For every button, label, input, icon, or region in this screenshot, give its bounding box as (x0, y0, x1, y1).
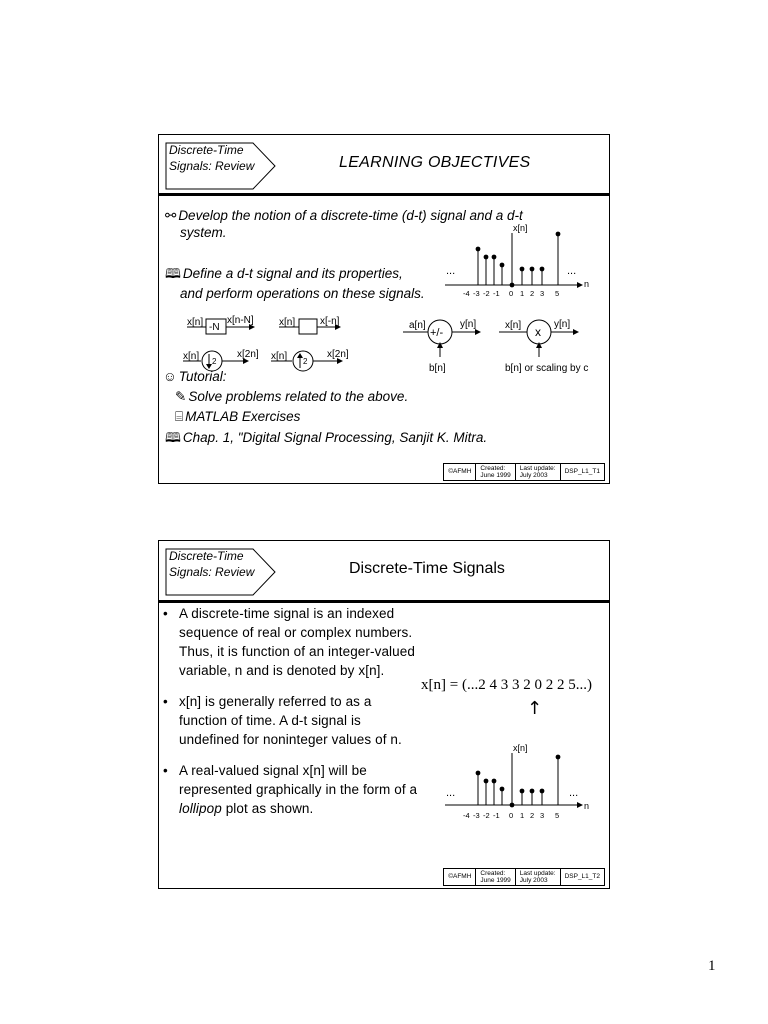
n-axis-arrow (577, 282, 583, 288)
stem-dot (510, 803, 515, 808)
slide-learning-objectives (158, 134, 610, 484)
tick-label: 1 (520, 289, 525, 298)
stem-dot (520, 789, 525, 794)
slide-header (159, 541, 609, 603)
tick-label: 0 (509, 811, 514, 820)
operations-diagram (179, 311, 599, 379)
stem-dot (500, 787, 505, 792)
downsample-output-label: x[2n] (237, 349, 259, 360)
footer-updated (515, 464, 560, 480)
lollipop-plot (437, 219, 597, 299)
multiplier-b-label: b[n] or scaling by c (505, 363, 589, 374)
plot-ylabel: x[n] (513, 223, 528, 233)
adder-input-label: a[n] (409, 320, 426, 331)
adder-output-label: y[n] (460, 319, 477, 330)
bullet-dot: • (163, 763, 168, 778)
adder-b-label: b[n] (429, 363, 446, 374)
bullet-text-start: A real-valued signal x[n] will be represented graphically in the form of a (179, 763, 418, 797)
upsample-output-label: x[2n] (327, 349, 349, 360)
tick-label: -2 (483, 289, 490, 298)
bullet-item (163, 604, 421, 680)
plot-ellipsis-left: ... (446, 787, 456, 799)
tick-label: -3 (473, 289, 480, 298)
objective-2-line2: and perform operations on these signals. (180, 286, 425, 301)
footer-updated (515, 869, 560, 885)
tick-label: 3 (540, 811, 545, 820)
plot-xlabel: n (584, 279, 590, 289)
stem-dot (492, 255, 497, 260)
footer-created-label: Created: (480, 870, 506, 877)
footer-copyright: ©AFMH (448, 873, 472, 880)
stem-dot (484, 255, 489, 260)
footer-update-label: Last update: (519, 870, 556, 877)
topic-tag-line2: Signals: Review (169, 159, 255, 173)
delay-output-label: x[n-N] (227, 315, 254, 326)
downsample-factor: 2 (212, 357, 217, 366)
tick-label: 2 (530, 289, 535, 298)
tick-label: 5 (555, 289, 560, 298)
lollipop-plot (437, 739, 597, 821)
tick-label: -1 (493, 289, 500, 298)
tutorial-label: Tutorial: (178, 369, 227, 384)
smiley-icon: ☺ (163, 369, 177, 384)
tick-labels (463, 289, 559, 298)
bullet-text (179, 761, 421, 818)
book-icon: 🕮 (165, 430, 181, 445)
objective-2-line1: Define a d-t signal and its properties, (182, 266, 403, 281)
stem-dot (530, 267, 535, 272)
delay-block-label: -N (209, 322, 220, 333)
topic-tag-line2: Signals: Review (169, 565, 255, 579)
bullet-text: x[n] is generally referred to as a function of time. A d-t signal is undefined for noninteger values of n. (179, 694, 402, 747)
slide-title: LEARNING OBJECTIVES (339, 154, 531, 171)
footer-update-date: July 2003 (519, 877, 548, 884)
topic-tag (169, 548, 254, 580)
slide-discrete-time-signals (158, 540, 610, 889)
goggles-icon: ⚯ (165, 208, 177, 223)
page-number: 1 (708, 958, 716, 974)
footer-created (475, 464, 514, 480)
footer-slide-id: DSP_L1_T2 (560, 869, 604, 885)
bullet-text: A discrete-time signal is an indexed sequence of real or complex numbers. Thus, it is function of an integer-valued variable, n and is denoted by x[n]. (179, 606, 415, 678)
tick-label: -3 (473, 811, 480, 820)
tutorial-item-2 (175, 408, 300, 426)
objective-1-line2: system. (180, 225, 227, 240)
objective-1-line1: Develop the notion of a discrete-time (d-t) signal and a d-t (178, 208, 523, 223)
bullet-dot: • (163, 606, 168, 621)
stem-dot (530, 789, 535, 794)
tick-label: -2 (483, 811, 490, 820)
reverse-output-label: x[-n] (320, 316, 340, 327)
stem-dot (540, 789, 545, 794)
bullet-text-end: plot as shown. (221, 801, 314, 816)
plot-ellipsis-right: ... (569, 787, 579, 799)
n-axis-arrow (577, 802, 583, 808)
footer-update-label: Last update: (519, 465, 556, 472)
delay-input-label: x[n] (187, 317, 204, 328)
stem-dot (540, 267, 545, 272)
footer-slide-id: DSP_L1_T1 (560, 464, 604, 480)
topic-tag (169, 142, 254, 174)
footer-created-date: June 1999 (480, 472, 511, 479)
slide-footer (443, 463, 605, 481)
stems (476, 232, 561, 288)
reference-text: Chap. 1, "Digital Signal Processing, Sanjit K. Mitra. (182, 430, 488, 445)
tick-label: 1 (520, 811, 525, 820)
upsample-input-label: x[n] (271, 351, 288, 362)
stem-dot (500, 263, 505, 268)
tick-label: 2 (530, 811, 535, 820)
bullet-list (163, 604, 421, 830)
objective-2 (165, 265, 403, 283)
slide-footer (443, 868, 605, 886)
stem-dot (492, 779, 497, 784)
reverse-block (299, 319, 317, 334)
book-icon: 🕮 (165, 266, 181, 281)
multiplier-symbol: x (535, 325, 541, 339)
up-arrow-icon: ↑ (527, 698, 543, 719)
tick-label: -4 (463, 289, 470, 298)
reverse-input-label: x[n] (279, 317, 296, 328)
tick-labels (463, 811, 559, 820)
downsample-input-label: x[n] (183, 351, 200, 362)
tick-label: -1 (493, 811, 500, 820)
tutorial-item-2-text: MATLAB Exercises (185, 409, 301, 424)
tick-label: 3 (540, 289, 545, 298)
bullet-dot: • (163, 694, 168, 709)
tutorial-item-1-text: Solve problems related to the above. (188, 389, 409, 404)
plot-ylabel: x[n] (513, 743, 528, 753)
bullet-text-italic: lollipop (179, 801, 222, 816)
stem-dot (476, 771, 481, 776)
footer-created-label: Created: (480, 465, 506, 472)
tick-label: 5 (555, 811, 560, 820)
computer-icon: ⌸ (175, 409, 184, 424)
pencil-icon: ✎ (175, 389, 187, 404)
tick-label: 0 (509, 289, 514, 298)
plot-xlabel: n (584, 801, 590, 811)
footer-update-date: July 2003 (519, 472, 548, 479)
footer-copyright: ©AFMH (448, 468, 472, 475)
reference (165, 429, 487, 447)
topic-tag-line1: Discrete-Time (169, 143, 244, 157)
adder-symbol: +/- (430, 327, 444, 339)
footer-created (475, 869, 514, 885)
topic-tag-line1: Discrete-Time (169, 549, 244, 563)
stem-dot (556, 755, 561, 760)
multiplier-input-label: x[n] (505, 320, 522, 331)
slide-header (159, 135, 609, 196)
stem-dot (556, 232, 561, 237)
footer-created-date: June 1999 (480, 877, 511, 884)
slide-title: Discrete-Time Signals (349, 560, 505, 577)
tutorial-heading (163, 368, 227, 386)
stem-dot (510, 283, 515, 288)
tutorial-item-1 (175, 388, 408, 406)
multiplier-output-label: y[n] (554, 319, 571, 330)
sequence-equation: x[n] = (...2 4 3 3 2 0 2 2 5...) (421, 677, 592, 693)
stem-dot (484, 779, 489, 784)
tick-label: -4 (463, 811, 470, 820)
stem-dot (520, 267, 525, 272)
bullet-item (163, 692, 421, 749)
bullet-item (163, 761, 421, 818)
plot-ellipsis-right: ... (567, 265, 577, 277)
upsample-factor: 2 (303, 357, 308, 366)
multiplier-output-arrow (573, 329, 579, 335)
plot-ellipsis-left: ... (446, 265, 456, 277)
stem-dot (476, 247, 481, 252)
stems (476, 755, 561, 808)
